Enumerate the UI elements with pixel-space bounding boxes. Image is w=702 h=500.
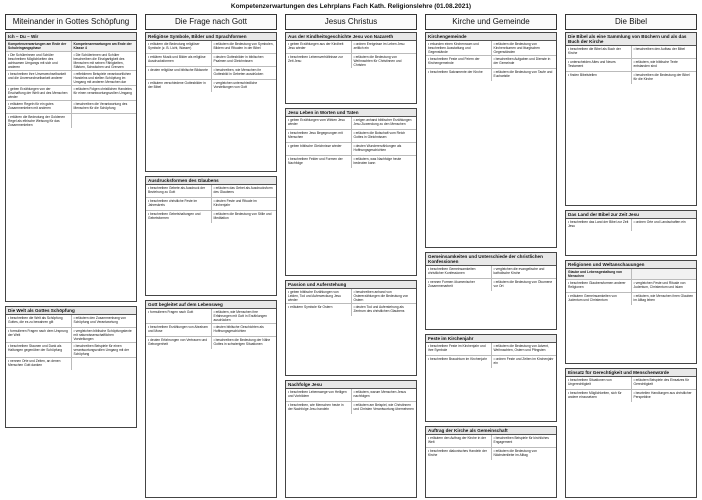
section-title: Aus der Kindheitsgeschichte Jesu von Nazareth <box>286 33 416 41</box>
page-title: Kompetenzerwartungen des Lehrplans Fach Kath. Religionslehre (01.08.2021) <box>230 3 472 10</box>
table-row: • geben biblische Erzählungen von Leiden, Tod und Auferweckung Jesu wieder • beschreiben anhand von Ostererzählungen die Bedeutung von Ostern <box>286 289 416 304</box>
table-row: • beschreiben Feste im Kirchenjahr und ihre Symbole • erläutern die Bedeutung von Advent, Weihnachten, Ostern und Pfingsten <box>426 343 556 356</box>
section-church-year <box>425 334 557 422</box>
table-row: • beschreiben Gebete als Ausdruck der Beziehung zu Gott • erläutern das Gebet als Ausdrucksform des Glaubens <box>146 185 276 198</box>
section-title: Jesu Leben in Worten und Taten <box>286 109 416 117</box>
table-row: • geben Erzählungen von der Erschaffung der Welt und des Menschen wieder • erläutern Folgen christlichen Handelns für einen verantwortungsvollen Umgang <box>6 86 136 101</box>
table-row: • deuten religiöse und biblische Bildworte • beschreiben, wie Menschen ihr Gottesbild in Gebeten ausdrücken <box>146 67 276 80</box>
section-life-of-jesus <box>285 108 417 276</box>
section-title: Einsatz für Gerechtigkeit und Menschenwürde <box>566 369 696 377</box>
section-title: Die Bibel als eine Sammlung von Büchern und als das Buch der Kirche <box>566 33 696 46</box>
table-row: • beschreiben Staunen und Dank als Haltungen gegenüber der Schöpfung • beschreiben Beispiele für einen verantwortungsvollen Umgang mit der Schöpfung <box>6 343 136 358</box>
table-row: • formulieren Fragen nach dem Ursprung der Welt • vergleichen biblische Schöpfungstexte mit naturwissenschaftlichen Vorstellungen <box>6 328 136 343</box>
section-title: Gemeinsamkeiten und Unterschiede der christlichen Konfessionen <box>426 253 556 266</box>
section-symbols <box>145 32 277 172</box>
table-row: • deuten Erfahrungen von Vertrauen und Geborgenheit • beschreiben die Bedeutung der Nähe Gottes in schwierigen Situationen <box>146 337 276 349</box>
section-title: Die Welt als Gottes Schöpfung <box>6 307 136 315</box>
table-row: • beschreiben Feste und Feiern der Kirchengemeinde • beschreiben Aufgaben und Dienste in der Gemeinde <box>426 56 556 69</box>
table-row: • erläutern den Auftrag der Kirche in der Welt • beschreiben Beispiele für kirchliches Engagement <box>426 435 556 448</box>
section-title: Ich – Du – Wir <box>6 33 136 41</box>
table-row: • beschreiben die Bibel als Buch der Kirche • beschreiben den Aufbau der Bibel <box>566 46 696 59</box>
table-row: • beschreiben Lebensverhältnisse zur Zeit Jesu • erläutern die Bedeutung von Weihnachten für Christinnen und Christen <box>286 54 416 68</box>
competency-grid <box>5 14 697 496</box>
column-jesus-christ <box>285 14 417 411</box>
table-row: • beschreiben Sakramente der Kirche • erläutern die Bedeutung von Taufe und Eucharistie <box>426 69 556 81</box>
section-expressions-of-faith <box>145 176 277 296</box>
table-row: • beschreiben ihre Unverwechselbarkeit und die Unverwechselbarkeit anderer • reflektieren Beispiele verantwortlichen Handelns und stellen Schöpfung im Umgang mit anderen Menschen dar <box>6 71 136 86</box>
table-row: • beschreiben Situationen von Ungerechtigkeit • erläutern Beispiele des Einsatzes für Gerechtigkeit <box>566 377 696 390</box>
table-row: • beschreiben das Land der Bibel zur Zeit Jesu • ordnen Orte und Landschaften ein <box>566 219 696 231</box>
section-title: Passion und Auferstehung <box>286 281 416 289</box>
table-row: • finden Bibelstellen • beschreiben die Bedeutung der Bibel für die Kirche <box>566 72 696 84</box>
section-passion <box>285 280 417 376</box>
table-row: • erläutern verschiedene Gottesbilder in der Bibel • vergleichen unterschiedliche Vorstellungen von Gott <box>146 80 276 92</box>
table-row: • beschreiben Gemeinsamkeiten christlicher Konfessionen • vergleichen die evangelische und katholische Kirche <box>426 266 556 279</box>
section-religions <box>565 260 697 364</box>
section-god-accompanies <box>145 300 277 498</box>
section-title: Religiöse Symbole, Bilder und Sprachformen <box>146 33 276 41</box>
column-creation <box>5 14 137 367</box>
table-row: • nennen Orte und Zeiten, an denen Menschen Gott danken <box>6 358 136 370</box>
table-row: • beschreiben Glaubensformen anderer Religionen • vergleichen Feste und Rituale von Judentum, Christentum und Islam <box>566 280 696 293</box>
table-row: • unterscheiden Altes und Neues Testament • erläutern, wie biblische Texte entstanden sind <box>566 59 696 72</box>
section-discipleship <box>285 380 417 498</box>
table-row: • erklären die Bedeutung der Goldenen Regel als ethische Weisung für das Zusammenleben <box>6 114 136 128</box>
section-title: Nachfolge Jesu <box>286 381 416 389</box>
section-justice <box>565 368 697 498</box>
table-row: Kompetenzerwartungen am Ende der Schuleingangsphase Kompetenzerwartungen am Ende der Klasse 4 <box>6 41 136 52</box>
column-header: Miteinander in Gottes Schöpfung <box>5 14 137 30</box>
table-row: • beschreiben Möglichkeiten, sich für andere einzusetzen • beurteilen Handlungen aus christlicher Perspektive <box>566 390 696 402</box>
table-row: • erläutern Gemeinsamkeiten von Judentum und Christentum • erläutern, wie Menschen ihren Glauben im Alltag leben <box>566 293 696 305</box>
table-row: • erklären Musik und Bilder als religiöse Ausdrucksformen • deuten Gottesbilder in biblischen Psalmen und Gleichnissen <box>146 54 276 67</box>
section-ecumenism <box>425 252 557 330</box>
table-row: • formulieren Fragen nach Gott • erläutern, wie Menschen ihre Erfahrungen mit Gott in Erzählungen ausdrücken <box>146 309 276 324</box>
section-mission <box>425 426 557 498</box>
table-row: • Die Schülerinnen und Schüler beschreiben Möglichkeiten des achtsamen Umgangs mit sich und anderen • Die Schülerinnen und Schüler beschreiben die Einzigartigkeit des Menschen mit seinen Fähigkeiten, Stärken, Schwächen und Grenzen <box>6 52 136 71</box>
table-row: • erkunden einen Kirchenraum und beschreiben Ausstattung und Gegenstände • erläutern die Bedeutung von Kirchenräumen und liturgischen Gegenständen <box>426 41 556 56</box>
section-title: Auftrag der Kirche als Gemeinschaft <box>426 427 556 435</box>
column-header: Kirche und Gemeinde <box>425 14 557 30</box>
section-title: Das Land der Bibel zur Zeit Jesu <box>566 211 696 219</box>
column-header: Die Bibel <box>565 14 697 30</box>
section-title: Religionen und Weltanschauungen <box>566 261 696 269</box>
table-row: • beschreiben die Welt als Schöpfung Gottes, die es zu bewahren gilt • erläutern den Zusammenhang von Schöpfung und Verantwortung <box>6 315 136 328</box>
table-row: • geben Erzählungen vom Wirken Jesu wieder • zeigen anhand biblischer Erzählungen Jesu Zuwendung zu den Menschen <box>286 117 416 130</box>
column-bible <box>565 14 697 399</box>
table-row: • beschreiben christliche Feste im Jahreskreis • deuten Feste und Rituale im Kirchenjahr <box>146 198 276 211</box>
section-childhood <box>285 32 417 104</box>
table-row: • erläutern Regeln für ein gutes Zusammenleben mit anderen • beschreiben die Verantwortung des Menschen für die Schöpfung <box>6 101 136 114</box>
table-row: • beschreiben Felder und Formen der Nachfolge • erläutern, was Nachfolge heute bedeuten kann <box>286 156 416 168</box>
section-bible-books <box>565 32 697 206</box>
table-row: • beschreiben diakonisches Handeln der Kirche • erläutern die Bedeutung von Nächstenliebe im Alltag <box>426 448 556 460</box>
table-row: • erläutern die Bedeutung religiöser Symbole (z. B. Licht, Wasser) • erläutern die Bedeutung von Symbolen, Bildern und Ritualen in der Bibel <box>146 41 276 54</box>
column-header: Die Frage nach Gott <box>145 14 277 30</box>
table-row: • beschreiben Jesu Begegnungen mit Menschen • erläutern die Botschaft vom Reich Gottes in Gleichnissen <box>286 130 416 143</box>
section-title: Feste im Kirchenjahr <box>426 335 556 343</box>
column-church <box>425 14 557 457</box>
table-row: • beschreiben, wie Menschen heute in der Nachfolge Jesu handeln • erläutern am Beispiel, wie Christinnen und Christen Verantwortung übernehmen <box>286 402 416 414</box>
table-row: • erläutern Symbole für Ostern • deuten Tod und Auferstehung als Zentrum des christlichen Glaubens <box>286 304 416 316</box>
section-land-of-bible <box>565 210 697 256</box>
section-title: Gott begleitet auf dem Lebensweg <box>146 301 276 309</box>
table-row: • beschreiben Brauchtum im Kirchenjahr • ordnen Feste und Zeiten im Kirchenjahr ein <box>426 356 556 368</box>
table-row: • beschreiben Lebenswege von Heiligen und Vorbildern • erläutern, warum Menschen Jesus nachfolgen <box>286 389 416 402</box>
section-title: Kirchengemeinde <box>426 33 556 41</box>
section-world-creation <box>5 306 137 428</box>
column-header: Jesus Christus <box>285 14 417 30</box>
table-row: • beschreiben Gebetshaltungen und Gebetsformen • erläutern die Bedeutung von Stille und Meditation <box>146 211 276 223</box>
table-row: • beschreiben Erzählungen von Abraham und Mose • deuten biblische Geschichten als Hoffnungsgeschichten <box>146 324 276 337</box>
section-ich-du-wir <box>5 32 137 302</box>
section-parish <box>425 32 557 248</box>
table-row: Glaube und Lebensgestaltung von Menschen <box>566 269 696 280</box>
table-row: • geben biblische Gleichnisse wieder • deuten Wundererzählungen als Hoffnungsgeschichten <box>286 143 416 156</box>
section-title: Ausdrucksformen des Glaubens <box>146 177 276 185</box>
column-question-of-god <box>145 14 277 346</box>
table-row: • nennen Formen ökumenischer Zusammenarbeit • erläutern die Bedeutung von Ökumene vor Ort <box>426 279 556 291</box>
table-row: • geben Erzählungen aus der Kindheit Jesu wieder • ordnen Ereignisse im Leben Jesu zeitlich ein <box>286 41 416 54</box>
